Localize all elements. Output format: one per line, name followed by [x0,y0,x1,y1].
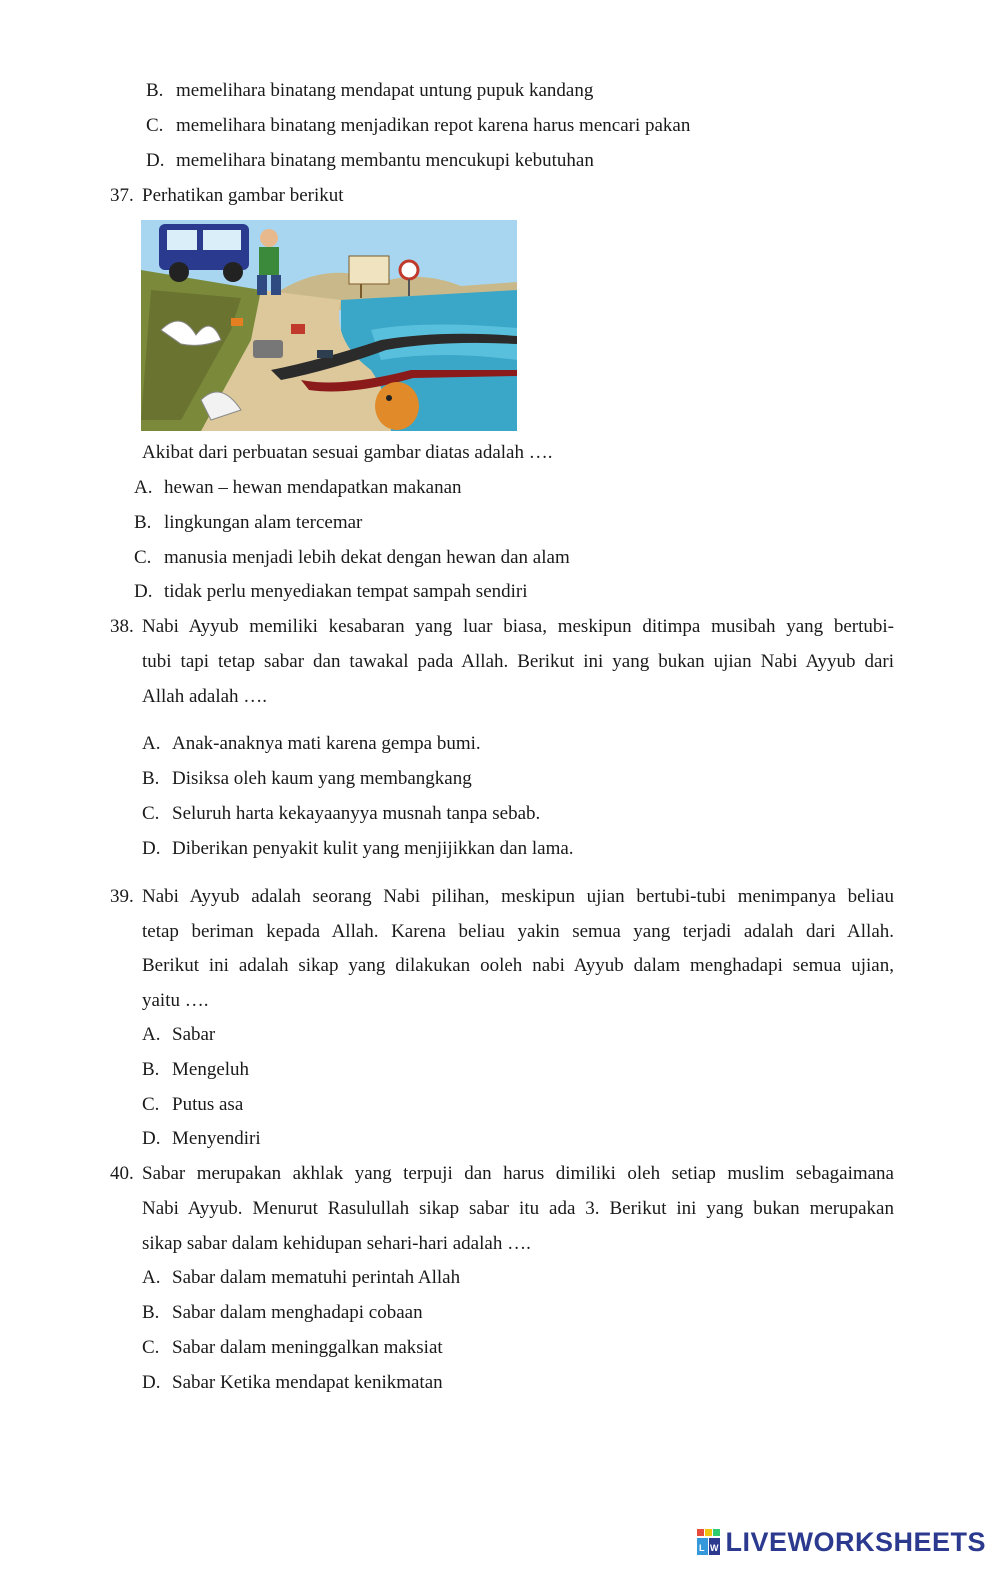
option-text: lingkungan alam tercemar [164,512,363,533]
liveworksheets-brand: LIVEWORKSHEETS [725,1526,986,1557]
option-text: Disiksa oleh kaum yang membangkang [172,768,472,789]
question-line: sikap sabar dalam kehidupan sehari-hari adalah …. [142,1233,531,1254]
option-label: C. [134,547,152,568]
option-text: manusia menjadi lebih dekat dengan hewan dan alam [164,547,570,568]
option-text: Sabar Ketika mendapat kenikmatan [172,1372,443,1393]
question-line: Allah adalah …. [142,686,268,707]
svg-text:W: W [710,1543,719,1553]
question-line: Nabi Ayyub memiliki kesabaran yang luar biasa, meskipun ditimpa musibah yang bertubi- [142,616,894,637]
question-text: Akibat dari perbuatan sesuai gambar diatas adalah …. [142,442,553,463]
option-text: hewan – hewan mendapatkan makanan [164,477,462,498]
option-label: B. [134,512,152,533]
option-text: Sabar dalam meninggalkan maksiat [172,1337,443,1358]
option-text: Sabar dalam menghadapi cobaan [172,1302,423,1323]
question-prompt: Perhatikan gambar berikut [142,185,344,206]
question-line: yaitu …. [142,990,209,1011]
question-line: Sabar merupakan akhlak yang terpuji dan harus dimiliki oleh setiap muslim sebagaimana [142,1163,894,1184]
option-label: A. [142,1267,161,1288]
question-line: tetap beriman kepada Allah. Karena beliau yakin semua yang terjadi adalah dari Allah. [142,921,894,942]
option-label: D. [142,1372,161,1393]
question-number: 37. [110,185,134,206]
option-text: memelihara binatang mendapat untung pupuk kandang [176,80,594,101]
option-label: C. [142,1094,160,1115]
liveworksheets-logo[interactable] [697,1525,986,1559]
question-number: 39. [110,886,134,907]
option-text: Sabar [172,1024,216,1045]
question-number: 38. [110,616,134,637]
option-label: A. [142,733,161,754]
question-line: Nabi Ayyub. Menurut Rasulullah sikap sabar itu ada 3. Berikut ini yang bukan merupakan [142,1198,894,1219]
option-label: A. [142,1024,161,1045]
option-text: Sabar dalam mematuhi perintah Allah [172,1267,461,1288]
option-label: B. [142,1302,160,1323]
option-text: Putus asa [172,1094,244,1115]
option-label: B. [146,80,164,101]
option-text: Menyendiri [172,1128,261,1149]
liveworksheets-logo-icon [697,1529,721,1555]
option-label: D. [142,1128,161,1149]
option-text: tidak perlu menyediakan tempat sampah sendiri [164,581,528,602]
option-text: Mengeluh [172,1059,250,1080]
option-label: B. [142,768,160,789]
option-label: B. [142,1059,160,1080]
option-label: C. [146,115,164,136]
option-label: C. [142,803,160,824]
question-number: 40. [110,1163,134,1184]
option-label: D. [134,581,153,602]
option-text: Diberikan penyakit kulit yang menjijikkan dan lama. [172,838,574,859]
question-line: tubi tapi tetap sabar dan tawakal pada Allah. Berikut ini yang bukan ujian Nabi Ayyub dari [142,651,894,672]
pollution-illustration [141,220,517,431]
option-label: A. [134,477,153,498]
svg-text:L: L [699,1543,705,1553]
question-line: Berikut ini adalah sikap yang dilakukan ooleh nabi Ayyub dalam menghadapi semua ujian, [142,955,894,976]
option-text: memelihara binatang membantu mencukupi kebutuhan [176,150,594,171]
option-label: D. [142,838,161,859]
option-text: Anak-anaknya mati karena gempa bumi. [172,733,481,754]
pollution-scene-image [141,220,517,431]
option-label: D. [146,150,165,171]
question-line: Nabi Ayyub adalah seorang Nabi pilihan, meskipun ujian bertubi-tubi menimpanya beliau [142,886,894,907]
option-text: memelihara binatang menjadikan repot karena harus mencari pakan [176,115,691,136]
option-text: Seluruh harta kekayaanyya musnah tanpa sebab. [172,803,541,824]
option-label: C. [142,1337,160,1358]
